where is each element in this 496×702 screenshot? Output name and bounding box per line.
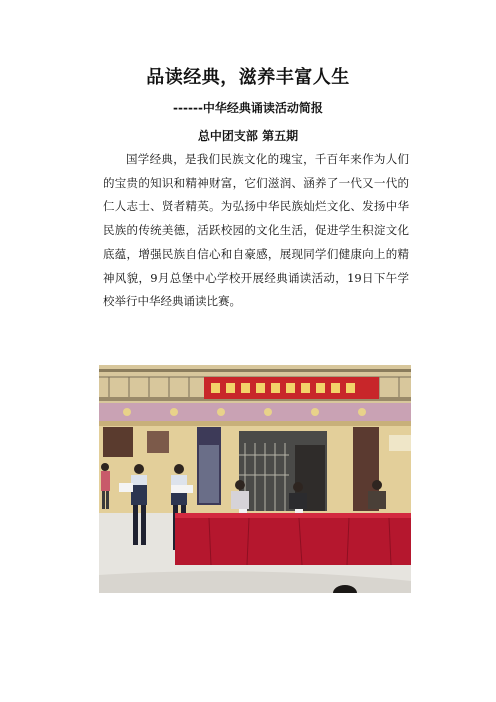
- page-title: 品读经典，滋养丰富人生: [146, 67, 350, 88]
- photo-window-left: [103, 427, 133, 457]
- event-photo: [99, 365, 411, 593]
- body-paragraph: 国学经典，是我们民族文化的瑰宝，千百年来作为人们的宝贵的知识和精神财富，它们滋润、涵养了一代又一代的仁人志士、贤者精英。为弘扬中华民族灿烂文化、发扬中华民族的传统美德，活跃校园的文化生活，促进学生积淀文化底蕴，增强民族自信心和自豪感，展现同学们健康向上的精神风貌，9月总堡中心学校开展经典诵读活动，19日下午学校举行中华经典诵读比赛。: [103, 152, 409, 309]
- page-subtitle: ------中华经典诵读活动简报: [173, 101, 323, 115]
- issue-label: 总中团支部 第五期: [197, 129, 299, 143]
